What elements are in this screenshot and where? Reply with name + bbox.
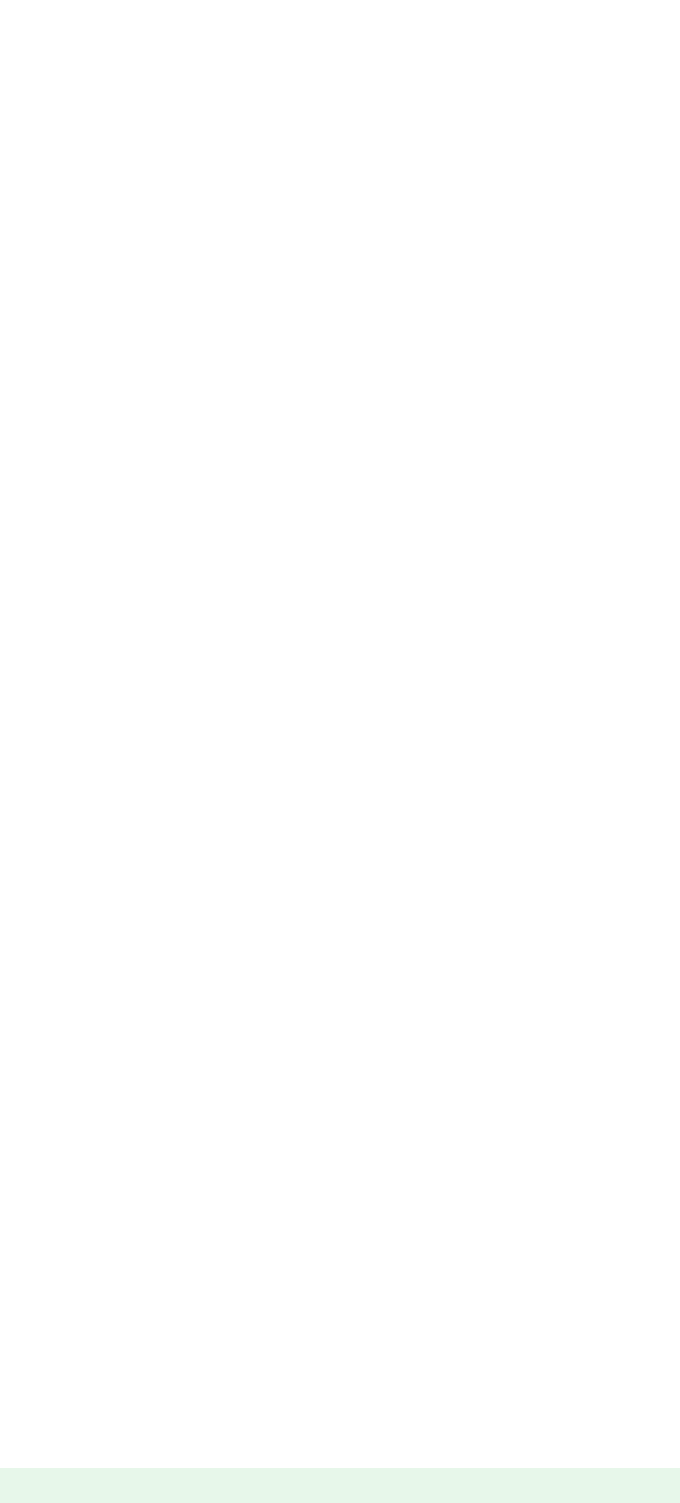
answer-box — [0, 1468, 680, 1503]
